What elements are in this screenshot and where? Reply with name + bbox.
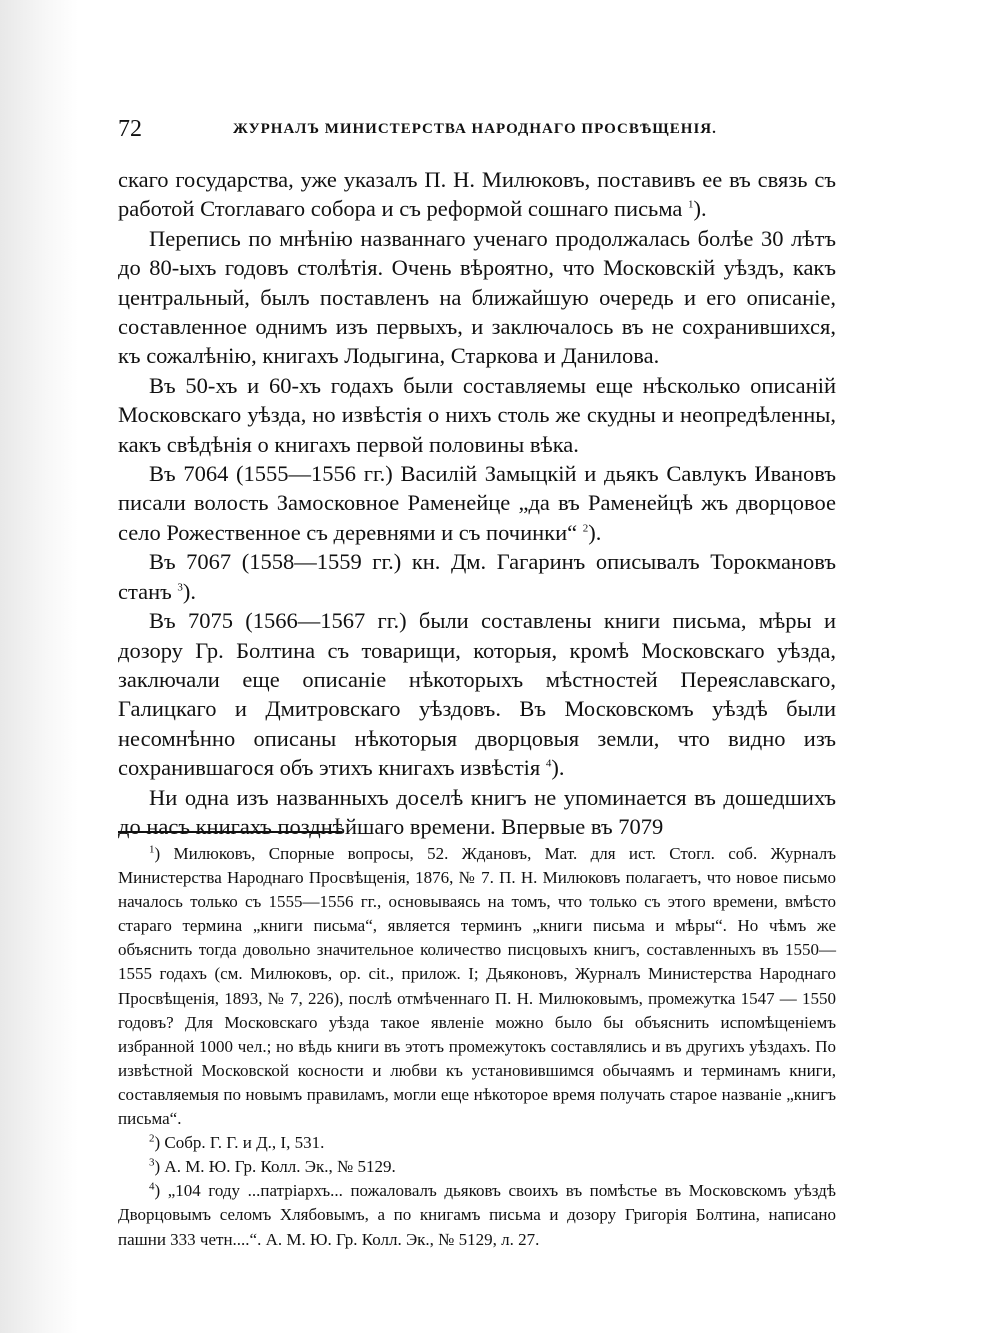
paragraph-continuation: скаго государства, уже указалъ П. Н. Милюковъ, поставивъ ее въ связь съ работой Стоглаваго собора и съ реформой сошнаго письма $^1$). xyxy=(118,167,836,222)
footnote-ref: 1 xyxy=(688,198,694,211)
page-number: 72 xyxy=(118,116,142,142)
paragraph: Въ 7075 (1566—1567 гг.) были составлены книги письма, мѣры и дозору Гр. Болтина съ товарищи, которыя, кромѣ Московскаго уѣзда, заключали еще описаніе нѣкоторыхъ мѣстностей Переяславскаго, Галицкаго и Дмитровскаго уѣздовъ. Въ Московскомъ уѣздѣ были несомнѣнно описаны нѣкоторыя дворцовыя земли, что видно изъ сохранившагося объ этихъ книгахъ извѣстія $^4$). xyxy=(118,608,836,781)
footnote-mark: 1 xyxy=(149,843,155,856)
footnote: $^4$) „104 году ...патріархъ... пожаловалъ дьяковъ своихъ въ помѣстье въ Московскомъ уѣздѣ Дворцовымъ селомъ Хлябовымъ, а по книгамъ письма и дозору Григорія Болтина, написано пашни 333 четн....“. А. М. Ю. Гр. Колл. Эк., № 5129, л. 27. xyxy=(118,1180,836,1249)
page-header xyxy=(118,116,836,146)
footnote-ref: 4 xyxy=(545,757,552,770)
paragraph: Въ 7067 (1558—1559 гг.) кн. Дм. Гагаринъ описывалъ Торокмановъ станъ $^3$). xyxy=(118,549,836,604)
footnote: $^1$) Милюковъ, Спорные вопросы, 52. Ждановъ, Мат. для ист. Стогл. соб. Журналъ Министерства Народнаго Просвѣщенія, 1876, № 7. П. Н. Милюковъ полагаетъ, что новое письмо началось только съ 1555—1556 гг., основываясь на томъ, что только съ этого времени, вмѣсто стараго термина „книги письма“, является терминъ „книги письма и мѣры“. Но чѣмъ же объяснить тогда довольно значительное количество писцовыхъ книгъ, составленныхъ въ 1550—1555 годахъ (см. Милюковъ, op. cit., прилож. I; Дьяконовъ, Журналъ Министерства Народнаго Просвѣщенія, 1893, № 7, 226), послѣ отмѣченнаго П. Н. Милюковымъ, промежутка 1547 — 1550 годовъ? Для Московскаго уѣзда такое явленіе можно было бы объяснить испомѣщеніемъ избранной 1000 чел.; но вѣдь книги въ этотъ промежутокъ составлялись и въ другихъ уѣздахъ. По извѣстной Московской косности и любви къ установившимся обычаямъ и терминамъ книги, составляемыя по новымъ правиламъ, могли еще нѣкоторое время получать старое названіе „книгъ письма“. xyxy=(118,843,836,1129)
footnote-ref: 3 xyxy=(177,581,183,594)
footnote: $^2$) Собр. Г. Г. и Д., I, 531. xyxy=(149,1132,325,1153)
footnote-divider xyxy=(118,831,342,833)
footnote-mark: 4 xyxy=(149,1180,155,1193)
paragraph: Въ 50-хъ и 60-хъ годахъ были составляемы еще нѣсколько описаній Московскаго уѣзда, но извѣстія о нихъ столь же скудны и неопредѣленны, какъ свѣдѣнія о книгахъ первой половины вѣка. xyxy=(118,372,836,457)
footnote: $^3$) А. М. Ю. Гр. Колл. Эк., № 5129. xyxy=(149,1156,396,1177)
paragraph: Перепись по мнѣнію названнаго ученаго продолжалась болѣе 30 лѣтъ до 80-ыхъ годовъ столѣтія. Очень вѣроятно, что Московскій уѣздъ, какъ центральный, былъ поставленъ на ближайшую очередь и его описаніе, составленное однимъ изъ первыхъ, и заключалось въ не сохранившихся, къ сожалѣнію, книгахъ Лодыгина, Старкова и Данилова. xyxy=(118,225,836,369)
page-gutter-shadow xyxy=(0,0,78,1333)
running-title: ЖУРНАЛЪ МИНИСТЕРСТВА НАРОДНАГО ПРОСВѢЩЕНІЯ. xyxy=(233,121,717,137)
footnote-mark: 3 xyxy=(149,1156,155,1169)
footnote-mark: 2 xyxy=(149,1132,155,1145)
paragraph: Въ 7064 (1555—1556 гг.) Василій Замыцкій и дьякъ Савлукъ Ивановъ писали волость Замосковное Раменейце „да въ Раменейцѣ жъ дворцовое село Рожественное съ деревнями и съ починки“ $^2$). xyxy=(118,461,836,545)
paragraph: Ни одна изъ названныхъ доселѣ книгъ не упоминается въ дошедшихъ до насъ книгахъ позднѣйшаго времени. Впервые въ 7079 xyxy=(118,784,836,839)
main-text xyxy=(118,165,836,841)
footnotes xyxy=(118,842,836,1252)
footnote-ref: 2 xyxy=(582,522,589,535)
